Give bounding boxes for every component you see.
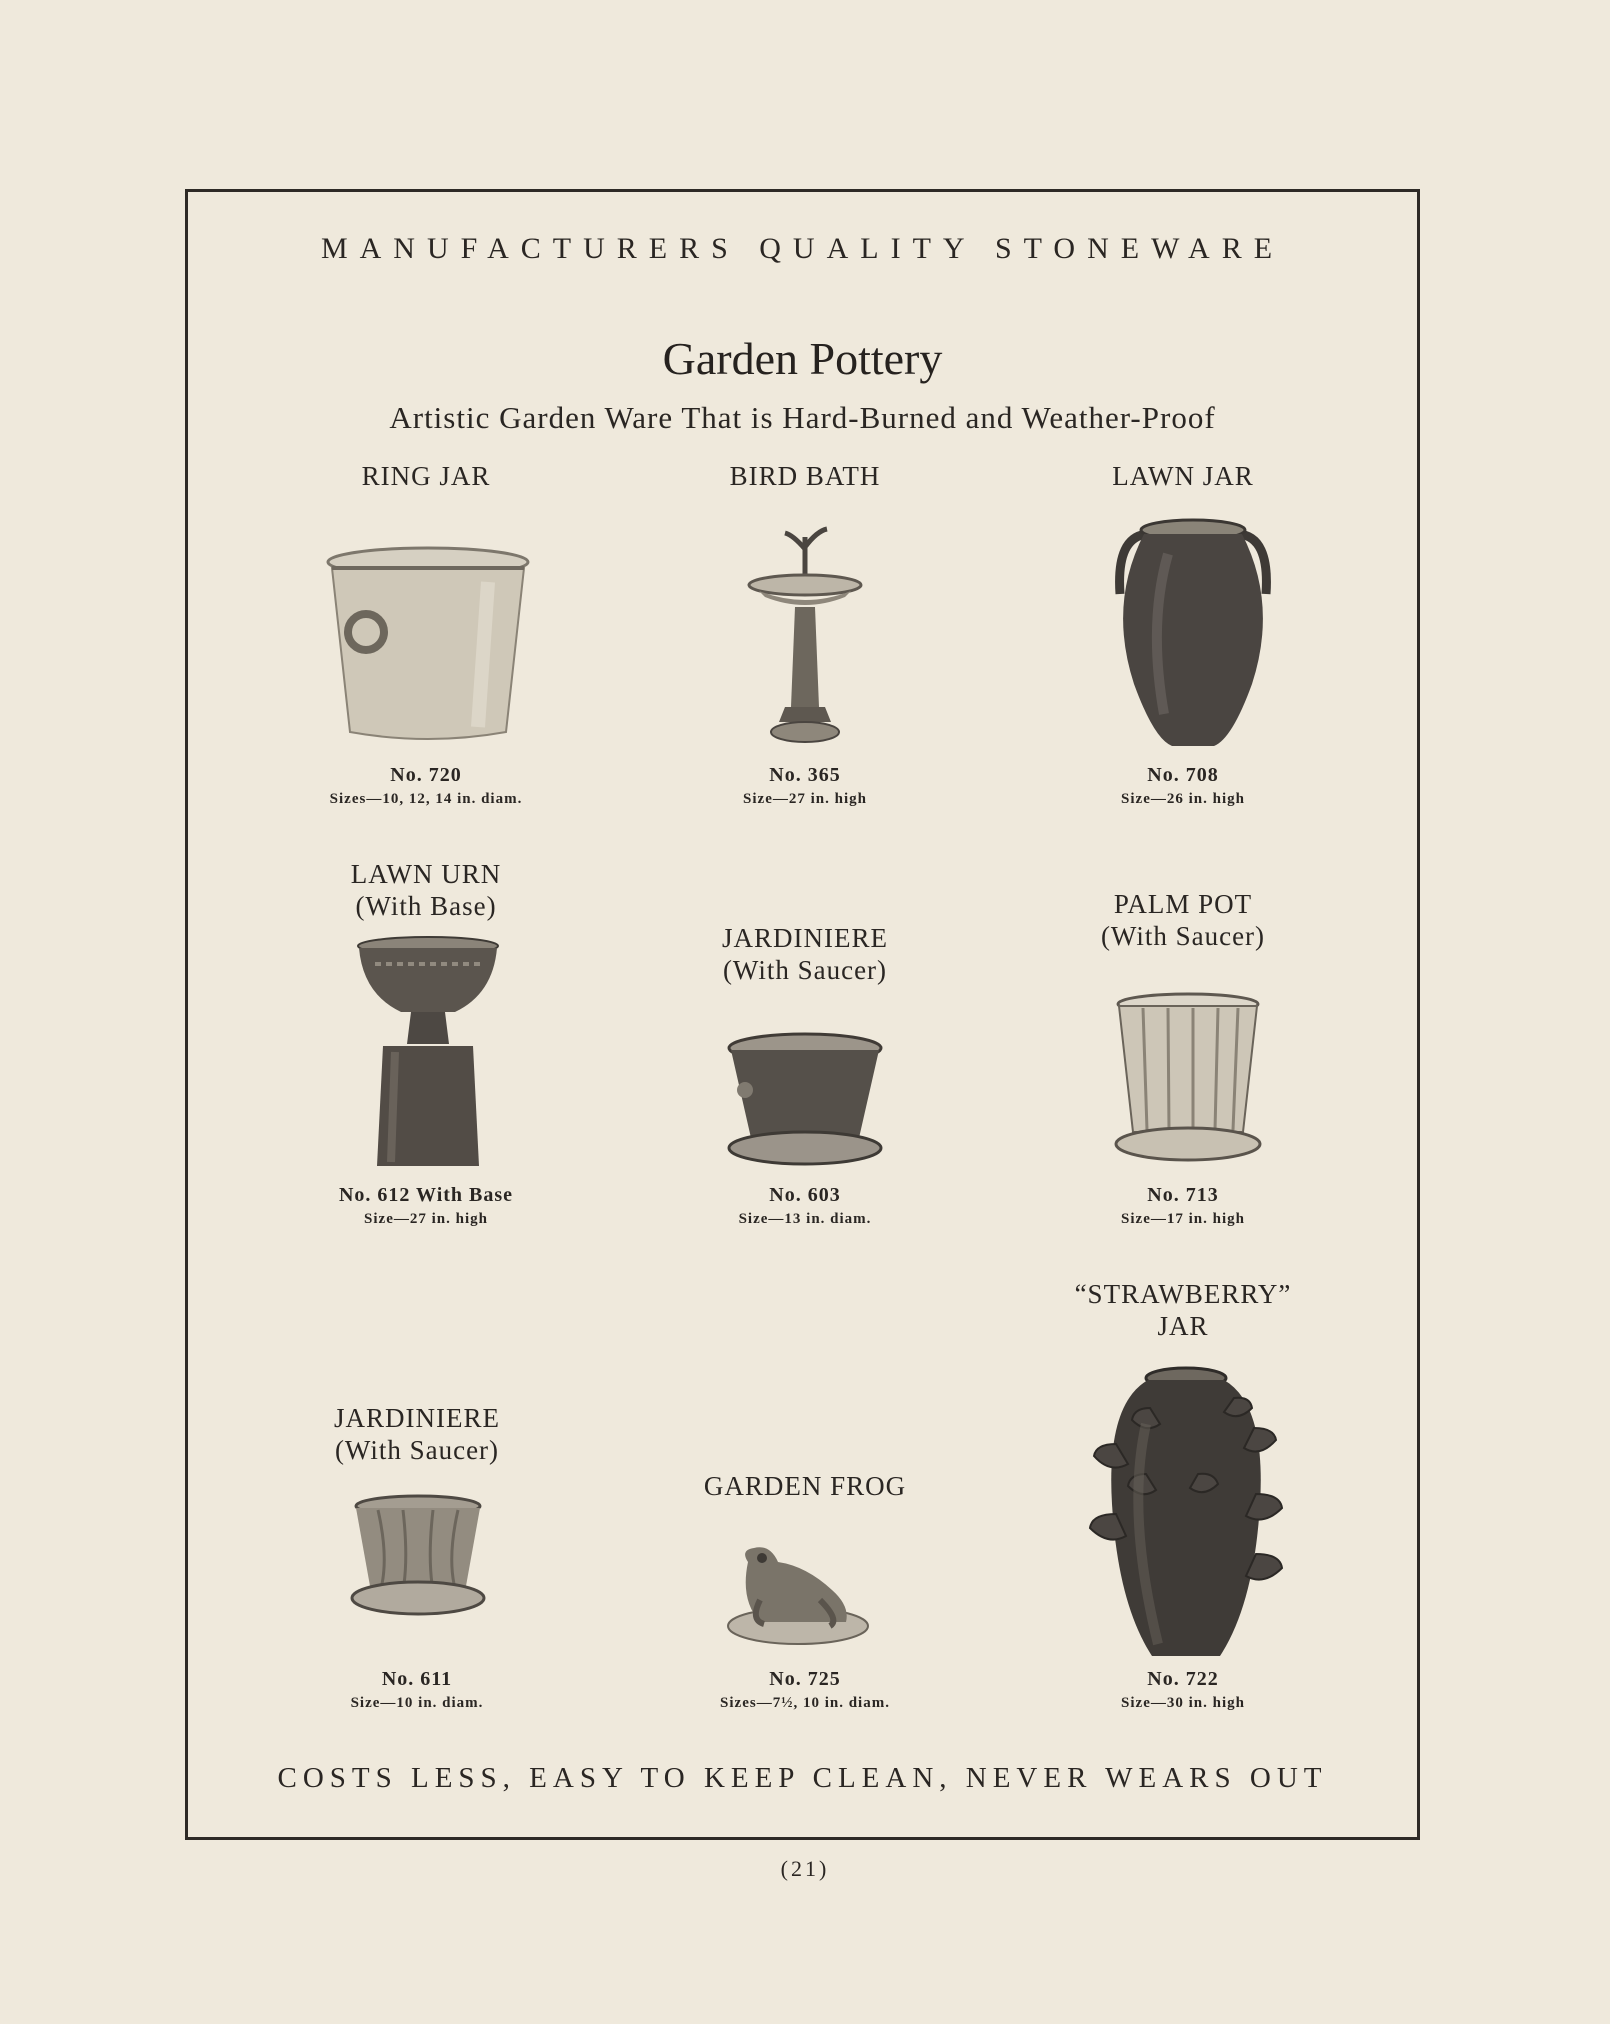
product-note: (With Saucer) xyxy=(334,1435,500,1465)
product-lawn-jar xyxy=(1018,460,1348,492)
jardiniere-small-icon xyxy=(348,1494,488,1624)
product-size: Size—26 in. high xyxy=(1121,791,1245,807)
product-size: Size—27 in. high xyxy=(743,791,867,807)
page-title: Garden Pottery xyxy=(662,333,943,384)
product-name: LAWN URN xyxy=(350,859,502,889)
page-frame xyxy=(185,189,1420,1840)
product-model: No. 725 xyxy=(769,1668,841,1690)
product-jardiniere-small xyxy=(252,1402,582,1466)
strawberry-jar-icon xyxy=(1086,1364,1286,1664)
product-size: Size—30 in. high xyxy=(1121,1695,1245,1711)
product-name: GARDEN FROG xyxy=(703,1471,907,1501)
product-model: No. 365 xyxy=(769,764,841,786)
product-jardiniere-small-info xyxy=(252,1668,582,1712)
product-name: LAWN JAR xyxy=(1112,461,1254,491)
product-model: No. 713 xyxy=(1147,1184,1219,1206)
product-size: Size—13 in. diam. xyxy=(738,1211,872,1227)
product-lawn-urn-info xyxy=(261,1184,591,1228)
bird-bath-icon xyxy=(745,517,865,757)
product-note: (With Saucer) xyxy=(722,955,888,985)
product-size: Sizes—10, 12, 14 in. diam. xyxy=(329,791,523,807)
lawn-urn-icon xyxy=(355,934,501,1174)
product-name: JARDINIERE xyxy=(334,1403,500,1433)
product-size: Size—10 in. diam. xyxy=(350,1695,484,1711)
ring-jar-icon xyxy=(318,532,538,752)
product-model: No. 603 xyxy=(769,1184,841,1206)
product-garden-frog xyxy=(640,1470,970,1502)
product-size: Sizes—7½, 10 in. diam. xyxy=(720,1695,890,1711)
lawn-jar-icon xyxy=(1108,514,1278,754)
jardiniere-icon xyxy=(723,1030,887,1174)
product-size: Size—17 in. high xyxy=(1121,1211,1245,1227)
product-name: JARDINIERE xyxy=(722,923,888,953)
catalog-header: MANUFACTURERS QUALITY STONEWARE xyxy=(320,232,1285,265)
product-jardiniere xyxy=(640,922,970,986)
product-jardiniere-info xyxy=(640,1184,970,1228)
product-lawn-urn xyxy=(261,858,591,922)
product-name: BIRD BATH xyxy=(729,461,881,491)
garden-frog-icon xyxy=(720,1540,870,1650)
product-size: Size—27 in. high xyxy=(364,1211,488,1227)
page-number: (21) xyxy=(780,1856,830,1881)
product-name: PALM POT xyxy=(1113,889,1253,919)
product-model: No. 708 xyxy=(1147,764,1219,786)
product-ring-jar-info xyxy=(261,764,591,808)
product-model: No. 611 xyxy=(381,1668,453,1690)
product-note: (With Saucer) xyxy=(1100,921,1266,951)
product-strawberry-jar-info xyxy=(1018,1668,1348,1712)
product-strawberry-jar xyxy=(1018,1278,1348,1342)
product-garden-frog-info xyxy=(640,1668,970,1712)
product-model: No. 612 With Base xyxy=(338,1184,514,1206)
product-lawn-jar-info xyxy=(1018,764,1348,808)
product-name: RING JAR xyxy=(361,461,491,491)
product-name: “STRAWBERRY” xyxy=(1074,1279,1292,1309)
palm-pot-icon xyxy=(1113,992,1263,1172)
product-bird-bath-info xyxy=(640,764,970,808)
product-ring-jar xyxy=(261,460,591,492)
product-palm-pot xyxy=(1018,888,1348,952)
footer-slogan: COSTS LESS, EASY TO KEEP CLEAN, NEVER WEARS OUT xyxy=(277,1762,1328,1794)
product-note: JAR xyxy=(1157,1311,1209,1341)
product-model: No. 722 xyxy=(1147,1668,1219,1690)
product-note: (With Base) xyxy=(355,891,497,921)
page-subtitle: Artistic Garden Ware That is Hard-Burned and Weather-Proof xyxy=(389,400,1216,435)
product-bird-bath xyxy=(640,460,970,492)
product-palm-pot-info xyxy=(1018,1184,1348,1228)
product-model: No. 720 xyxy=(390,764,462,786)
